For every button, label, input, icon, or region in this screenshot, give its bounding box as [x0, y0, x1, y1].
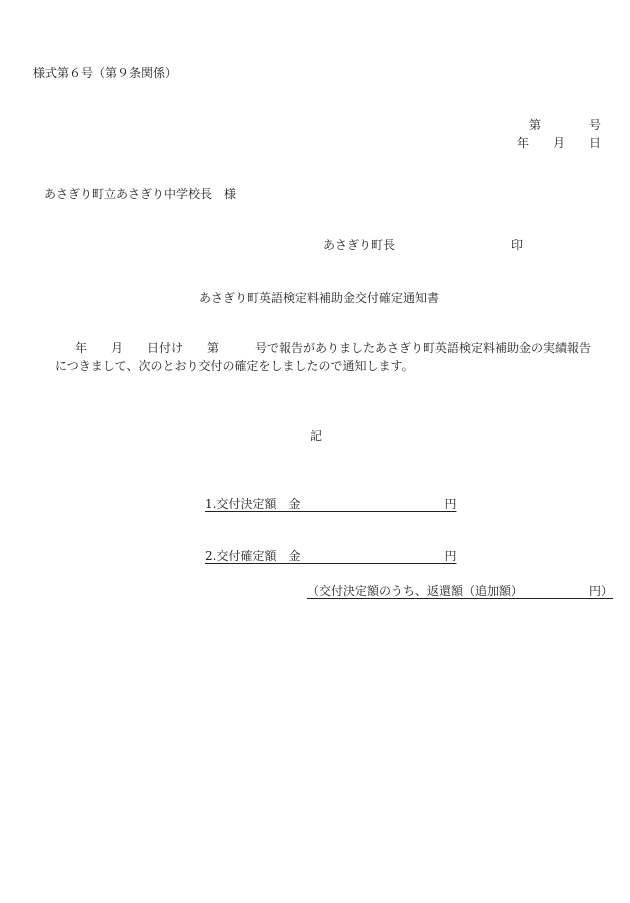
body-text-line-1: 年 月 日付け 第 号で報告がありましたあさぎり町英語検定料補助金の実績報告 — [63, 341, 592, 355]
form-number: 様式第６号（第９条関係） — [33, 66, 178, 80]
document-title: あさぎり町英語検定料補助金交付確定通知書 — [199, 291, 440, 305]
seal-mark: 印 — [511, 238, 524, 252]
document-number-line: 第 号 — [529, 118, 602, 132]
record-heading: 記 — [310, 429, 323, 443]
item-decided-amount: 1.交付決定額 金 円 — [205, 497, 457, 511]
item-confirmed-amount: 2.交付確定額 金 円 — [205, 549, 457, 563]
document-date-line: 年 月 日 — [517, 136, 602, 150]
recipient: あさぎり町立あさぎり中学校長 様 — [44, 187, 237, 201]
body-text-line-2: につきまして、次のとおり交付の確定をしましたので通知します。 — [55, 359, 414, 373]
refund-amount-note: （交付決定額のうち、返還額（追加額） 円） — [307, 584, 614, 598]
sender-name: あさぎり町長 — [323, 238, 396, 252]
